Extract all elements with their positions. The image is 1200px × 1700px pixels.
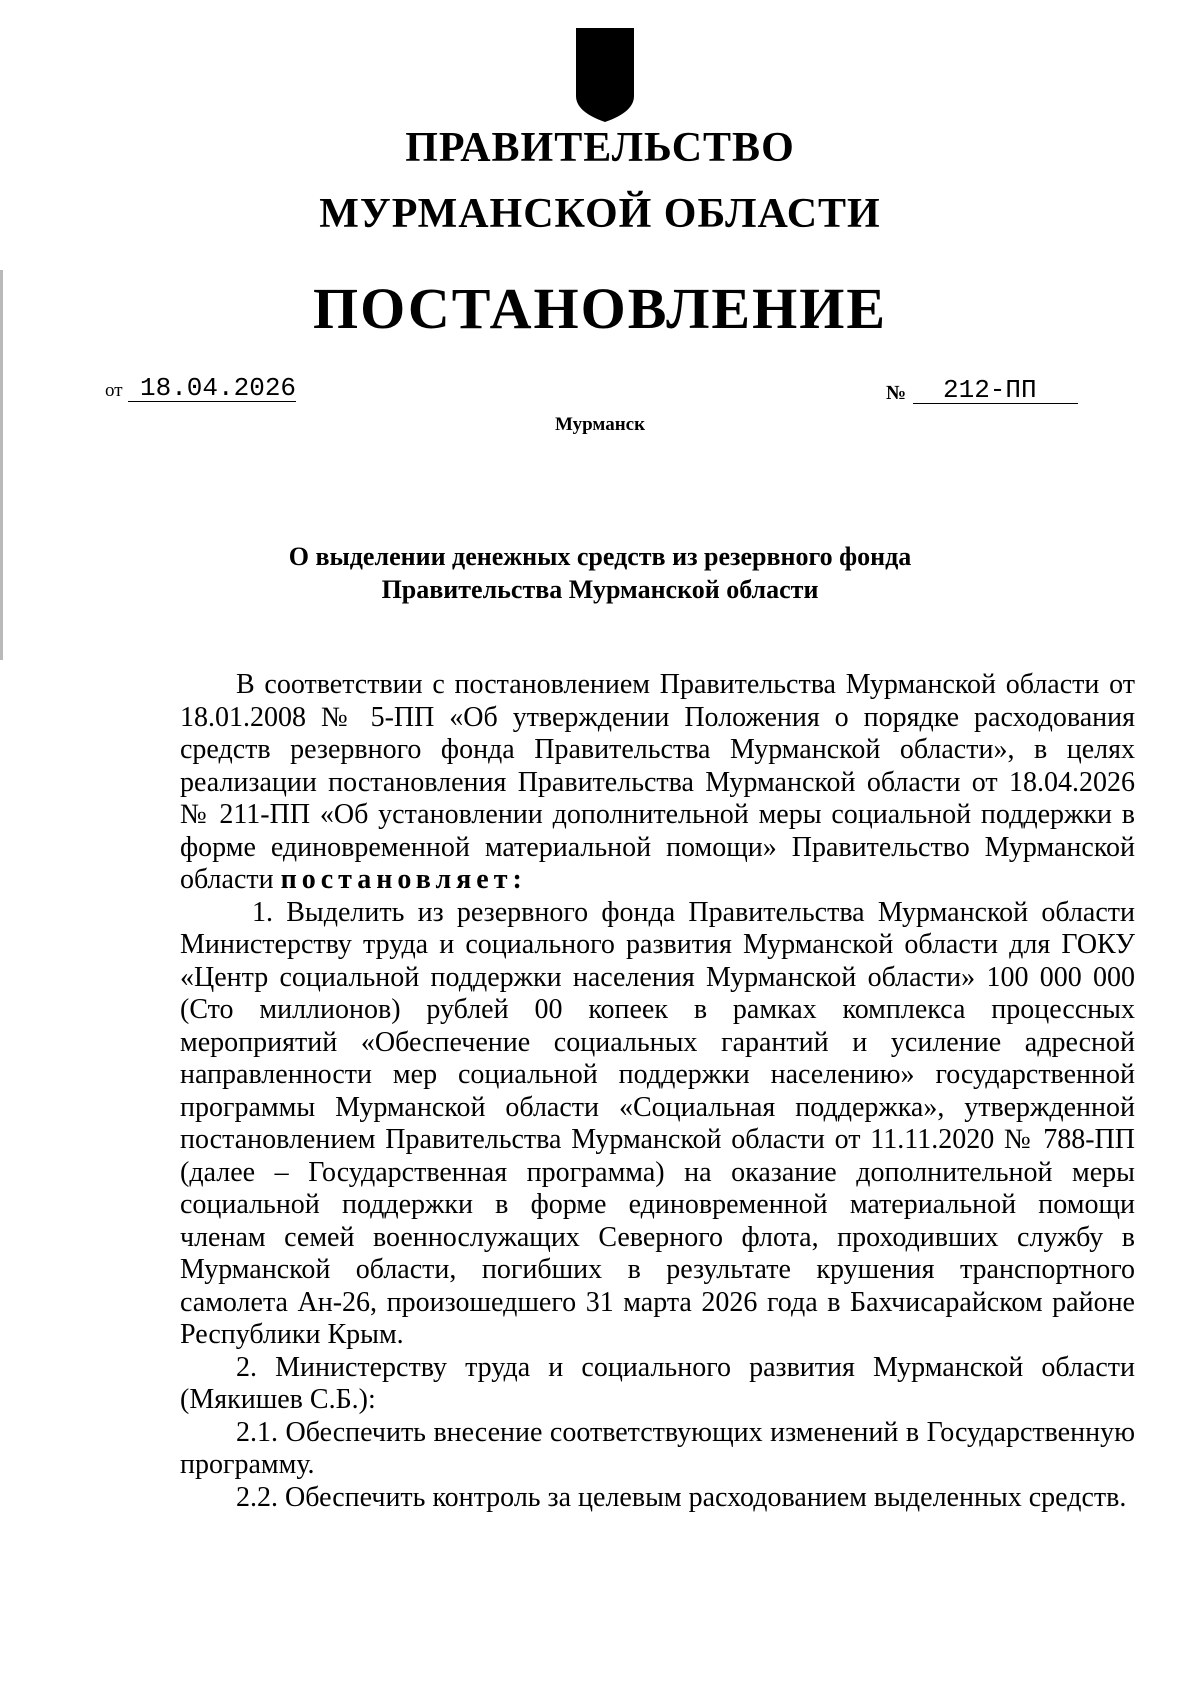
- item-2-2-paragraph: 2.2. Обеспечить контроль за целевым расходованием выделенных средств.: [236, 1481, 1127, 1513]
- date-label: от: [105, 380, 123, 401]
- city-name: Мурманск: [554, 414, 646, 435]
- government-title-line1: ПРАВИТЕЛЬСТВО: [405, 125, 795, 171]
- item-2-paragraph: 2. Министерству труда и социального развития Мурманской области (Мякишев С.Б.):: [180, 1351, 1135, 1415]
- number-label: №: [886, 382, 907, 404]
- item-1-paragraph: 1. Выделить из резервного фонда Правительства Мурманской области Министерству труда и социального развития Мурманской области для ГОКУ «Центр социальной поддержки населения Мурманской области» 100 000 000 (Сто миллионов) рублей 00 копеек в рамках комплекса процессных мероприятий «Обеспечение социальных гарантий и усиление адресной направленности мер социальной поддержки населению» государственной программы Мурманской области «Социальная поддержка», утвержденной постановлением Правительства Мурманской области от 11.11.2020 № 788-ПП (далее – Государственная программа) на оказание дополнительной меры социальной поддержки в форме единовременной материальной помощи членам семей военнослужащих Северного флота, проходивших службу в Мурманской области, погибших в результате крушения транспортного самолета Ан-26, произошедшего 31 марта 2026 года в Бахчисарайском районе Республики Крым.: [180, 896, 1135, 1350]
- subject-line2: Правительства Мурманской области: [381, 575, 819, 604]
- document-type-title: ПОСТАНОВЛЕНИЕ: [312, 276, 888, 341]
- preamble-paragraph: [180, 669, 1135, 897]
- document-number: 212-ПП: [943, 375, 1037, 405]
- document-date: 18.04.2026: [140, 373, 297, 403]
- document-body: [180, 669, 1135, 1514]
- resolves-word: постановляет:: [280, 864, 527, 895]
- government-title-line2: МУРМАНСКОЙ ОБЛАСТИ: [319, 191, 881, 237]
- preamble-text: В соответствии с постановлением Правительства Мурманской области от 18.01.2008 № 5-ПП «Об утверждении Положения о порядке расходования средств резервного фонда Правительства Мурманской области», в целях реализации постановления Правительства Мурманской области от 18.04.2026 № 211-ПП «Об установлении дополнительной меры социальной поддержки в форме единовременной материальной помощи» Правительство Мурманской области: [180, 669, 1135, 895]
- subject-line1: О выделении денежных средств из резервного фонда: [288, 542, 912, 571]
- document-subject: [200, 540, 1000, 606]
- coat-of-arms-icon: [574, 26, 636, 124]
- item-2-1-paragraph: 2.1. Обеспечить внесение соответствующих изменений в Государственную программу.: [180, 1416, 1135, 1480]
